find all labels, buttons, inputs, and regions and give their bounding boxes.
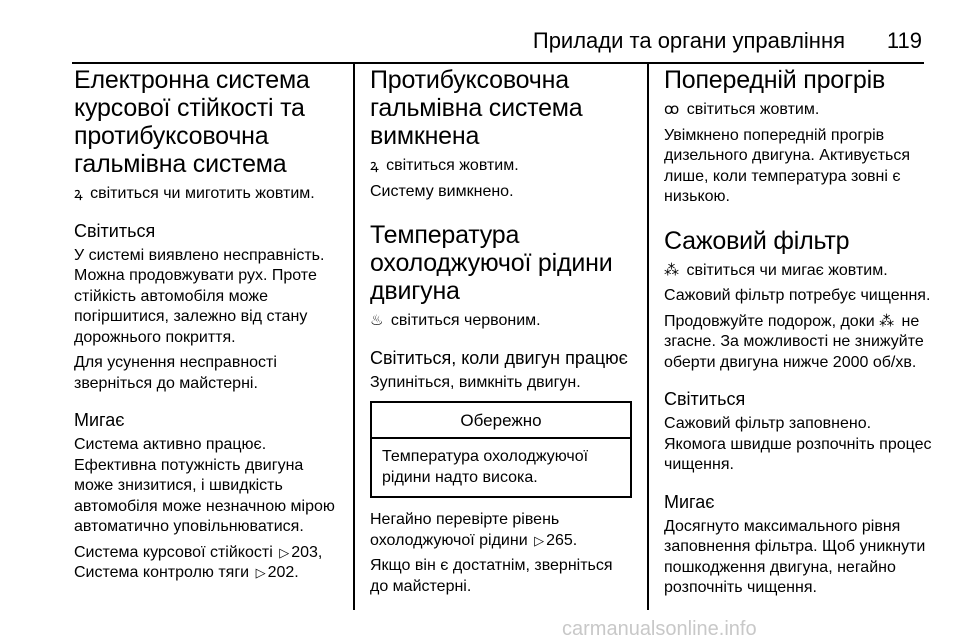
coolant-lead (370, 311, 632, 332)
watermark: carmanualsonline.info (562, 618, 757, 640)
subheading-dpf-flashing: Мигає (664, 491, 715, 512)
column-divider-2 (647, 64, 649, 610)
section-heading-coolant: Температура охолоджуючої рідини двигуна (370, 221, 613, 305)
paragraph-workshop: Для усунення несправності зверніться до майстерні. (74, 354, 277, 392)
section-heading-dpf: Сажовий фільтр (664, 226, 850, 255)
paragraph-system-off: Систему вимкнено. (370, 182, 514, 200)
page-ref-arrow-icon: ▷ (255, 565, 266, 580)
esp-lead-text: світиться чи миготить жовтим. (90, 185, 315, 202)
column-3 (664, 66, 934, 604)
subheading-dpf-lit: Світиться (664, 389, 746, 409)
continue-text-a: Продовжуйте подорож, доки (664, 312, 875, 330)
coolant-lead-text: світиться червоним. (390, 312, 541, 329)
ref-esp-text: Система курсової стійкості (74, 543, 273, 561)
paragraph-sufficient: Якщо він є достатнім, зверніться до майстерні. (370, 557, 613, 595)
paragraph-dpf-full: Сажовий фільтр заповнено. Якомога швидше розпочніть процес чищення. (664, 415, 932, 473)
paragraph-dpf-max: Досягнуто максимального рівня заповнення фільтра. Щоб уникнути пошкодження двигуна, негайно розпочніть чищення. (664, 517, 926, 596)
subheading-engine-running: Світиться, коли двигун працює (370, 347, 628, 368)
section-heading-esp: Електронна система курсової стійкості та протибуксовочна гальмівна система (74, 66, 310, 178)
subheading-lit: Світиться (74, 220, 156, 241)
page-ref-arrow-icon: ▷ (279, 544, 290, 560)
caution-body: Температура охолоджуючої рідини надто висока. (382, 448, 589, 486)
ref-link-esp[interactable]: 203, (291, 543, 323, 561)
particle-filter-icon: ⁂ (879, 312, 895, 330)
dpf-lead (664, 261, 934, 282)
ref-link-tc[interactable]: 202. (267, 564, 299, 581)
paragraph-check-level (370, 510, 632, 551)
tc-off-icon: ꝝ (370, 157, 379, 174)
glow-plug-icon: ꝏ (664, 101, 680, 118)
esp-lead (74, 184, 342, 205)
section-heading-tc-off: Протибуксовочна гальмівна система вимкнена (370, 66, 583, 150)
column-1 (74, 66, 342, 589)
paragraph-malfunction: У системі виявлено несправність. Можна продовжувати рух. Проте стійкість автомобіля може погіршитися, залежно від стану дорожнього покриття. (74, 246, 325, 346)
paragraph-references (74, 543, 342, 584)
coolant-temperature-icon: ♨ (370, 312, 384, 329)
particle-filter-icon: ⁂ (664, 261, 679, 279)
preheat-lead-text: світиться жовтим. (686, 101, 820, 118)
caution-title: Обережно (372, 403, 630, 439)
section-heading-preheat: Попередній прогрів (664, 66, 886, 94)
tc-off-lead-text: світиться жовтим. (386, 157, 519, 174)
continue-text-b: не згасне. За можливості не знижуйте оберти двигуна нижче 2000 об/хв. (664, 312, 924, 371)
paragraph-preheat: Увімкнено попередній прогрів дизельного двигуна. Активується лише, коли температура зовні є низькою. (664, 126, 911, 205)
esp-warning-icon: ꝝ (74, 185, 83, 202)
header-title: Прилади та органи управління (532, 28, 845, 53)
ref-tc-text: Система контролю тяги (74, 564, 250, 581)
preheat-lead (664, 100, 934, 121)
paragraph-dpf-clean: Сажовий фільтр потребує чищення. (664, 287, 931, 304)
check-level-text: Негайно перевірте рівень охолоджуючої рідини (370, 511, 560, 549)
column-2 (370, 66, 632, 602)
dpf-lead-text: світиться чи мигає жовтим. (686, 261, 888, 279)
paragraph-active: Система активно працює. Ефективна потужність двигуна може знизитися, і швидкість автомобіля може незначною мірою автоматично уповільнюватися. (74, 436, 335, 535)
page-ref-arrow-icon: ▷ (534, 532, 545, 548)
subheading-flashing: Мигає (74, 410, 125, 430)
header-rule (72, 62, 924, 64)
column-divider-1 (353, 64, 355, 610)
ref-link-coolant[interactable]: 265. (546, 531, 578, 549)
page-number: 119 (886, 28, 922, 53)
tc-off-lead (370, 156, 632, 177)
caution-box (370, 401, 632, 498)
paragraph-continue (664, 312, 934, 374)
paragraph-stop: Зупиніться, вимкніть двигун. (370, 373, 581, 391)
page-header (0, 28, 960, 58)
